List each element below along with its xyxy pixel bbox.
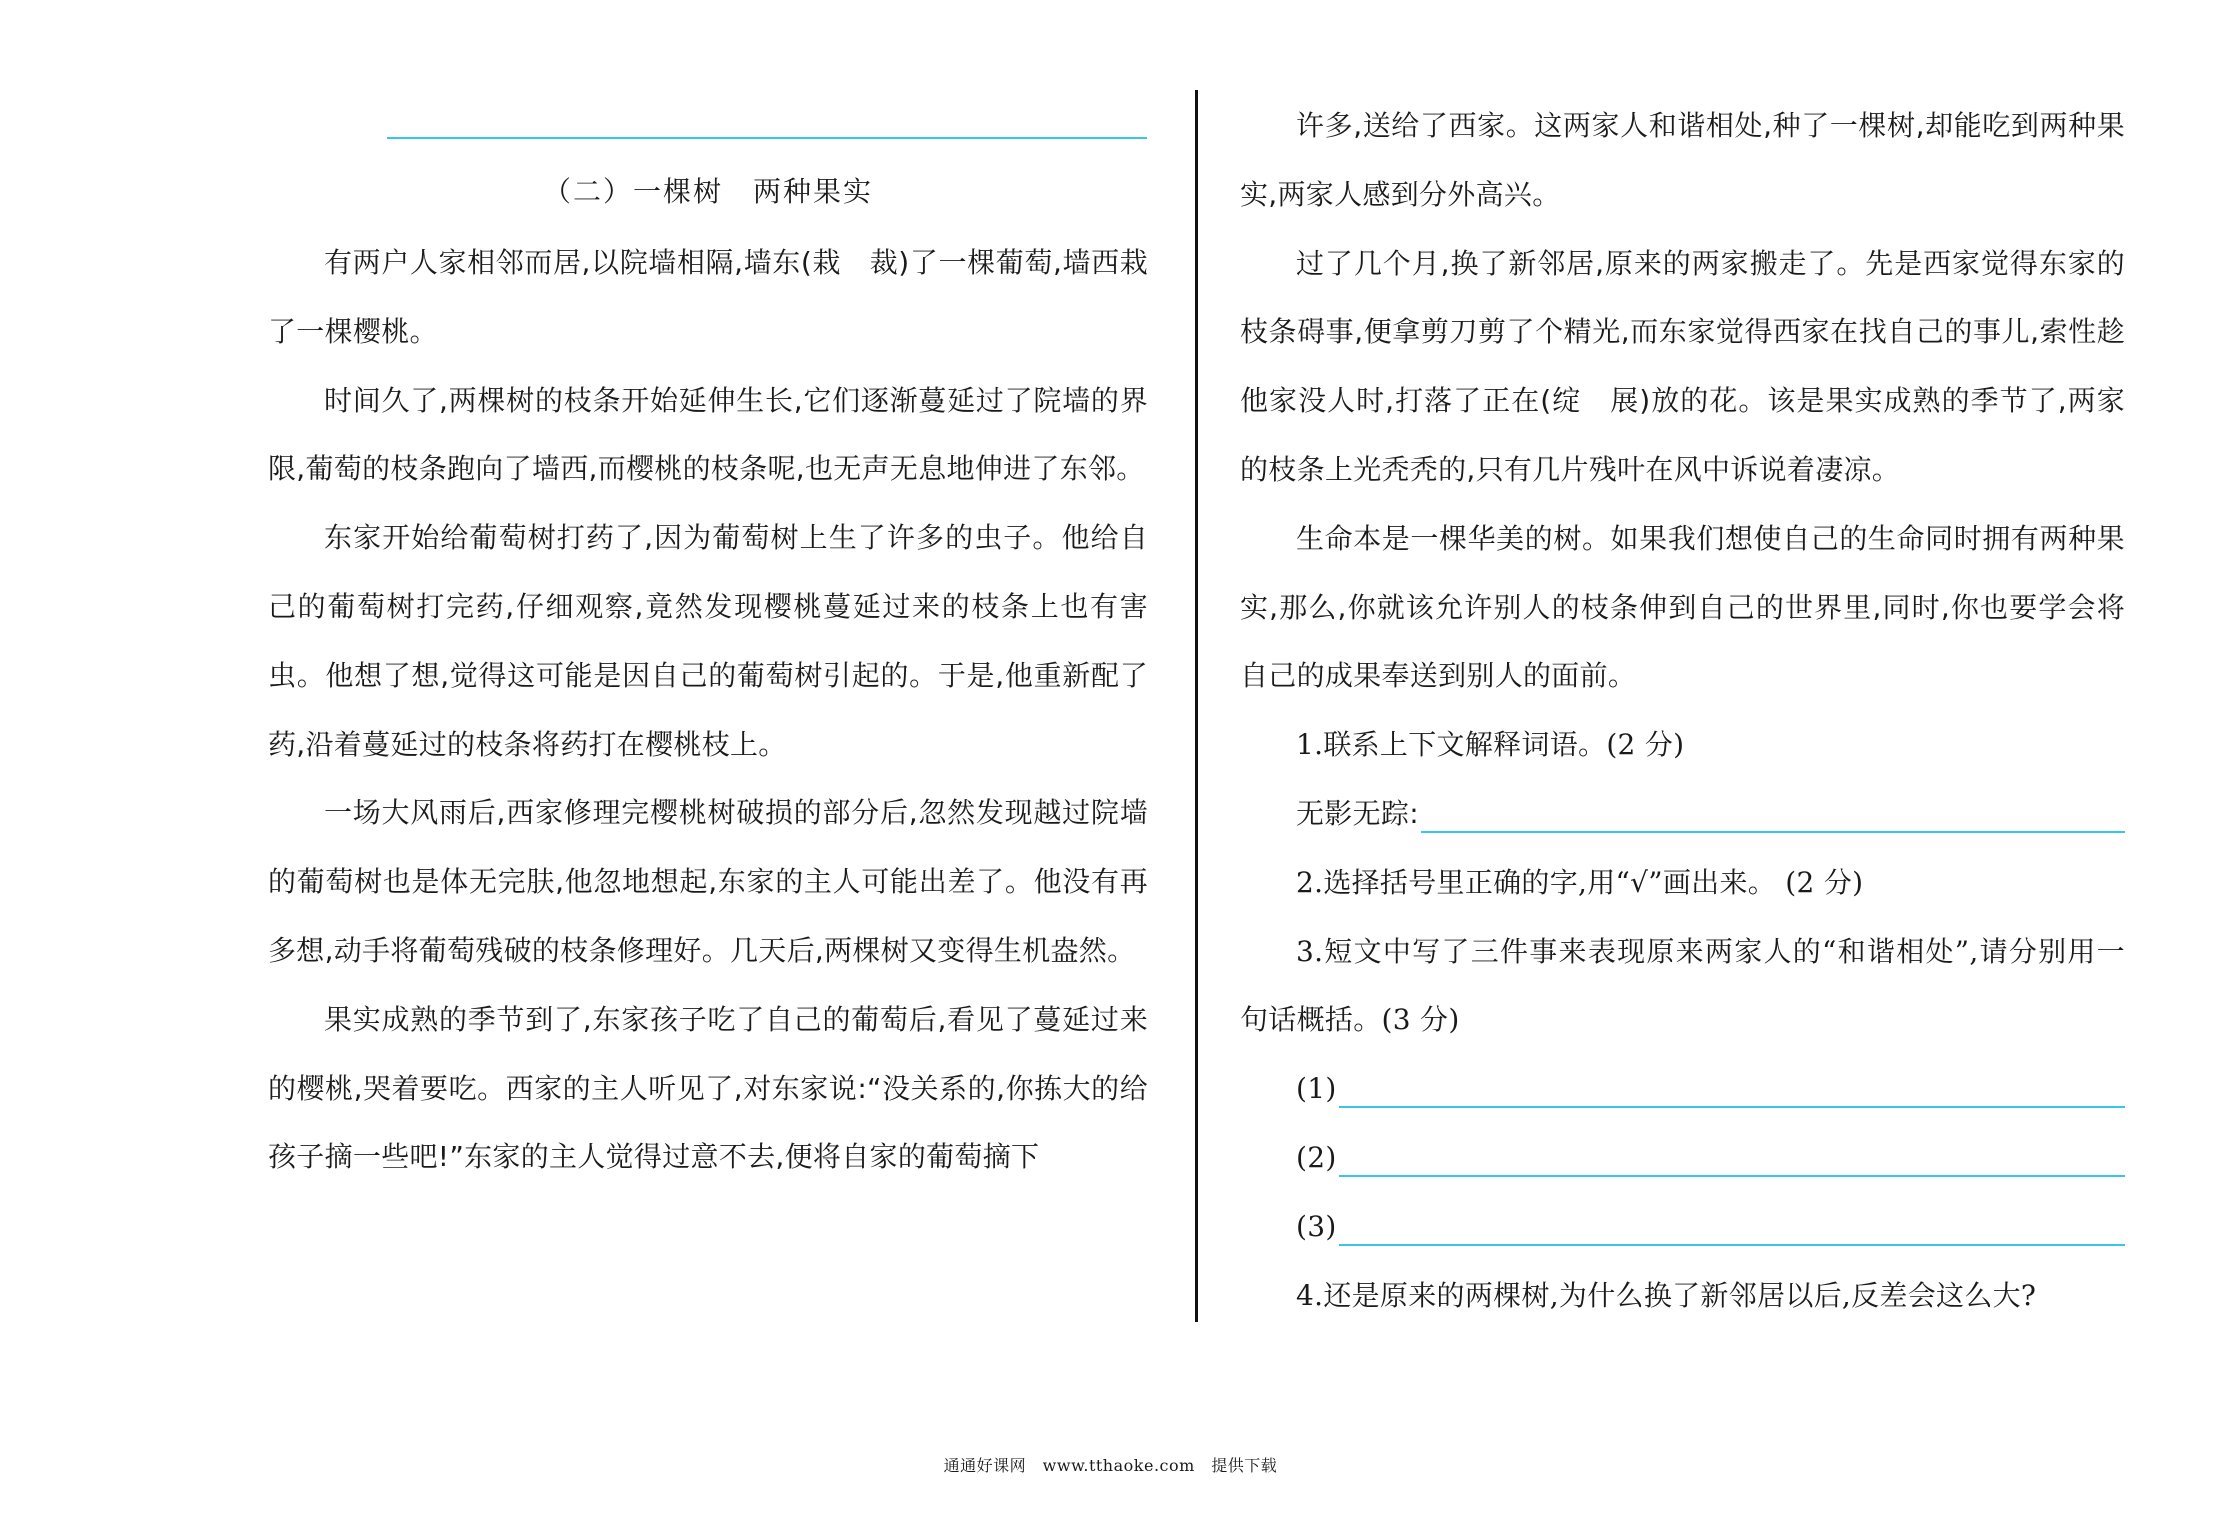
answer-line-1[interactable] <box>1421 829 2125 833</box>
paragraph: 时间久了,两棵树的枝条开始延伸生长,它们逐渐蔓延过了院墙的界限,葡萄的枝条跑向了墙西,而樱桃的枝条呢,也无声无息地伸进了东邻。 <box>268 383 1148 486</box>
column-divider <box>1195 90 1198 1322</box>
page-footer: 通通好课网 www.tthaoke.com 提供下载 <box>943 1456 1278 1475</box>
question-1-answer-row <box>1240 780 2125 849</box>
blank-label: (2) <box>1296 1140 1337 1174</box>
top-answer-rule <box>387 137 1147 139</box>
blank-label: (3) <box>1296 1209 1337 1243</box>
question-3-blank-1 <box>1240 1055 2125 1124</box>
question-3: 3.短文中写了三件事来表现原来两家人的“和谐相处”,请分别用一句话概括。(3 分) <box>1240 934 2125 1037</box>
paragraph: 许多,送给了西家。这两家人和谐相处,种了一棵树,却能吃到两种果实,两家人感到分外高兴。 <box>1240 109 2125 211</box>
passage-left <box>268 229 1148 1192</box>
paragraph: 一场大风雨后,西家修理完樱桃树破损的部分后,忽然发现越过院墙的葡萄树也是体无完肤,他忽地想起,东家的主人可能出差了。他没有再多想,动手将葡萄残破的枝条修理好。几天后,两棵树又变得生机盎然。 <box>268 796 1148 967</box>
passage-right <box>1240 92 2125 1330</box>
paragraph: 果实成熟的季节到了,东家孩子吃了自己的葡萄后,看见了蔓延过来的樱桃,哭着要吃。西家的主人听见了,对东家说:“没关系的,你拣大的给孩子摘一些吧!”东家的主人觉得过意不去,便将自家的葡萄摘下 <box>268 1002 1148 1174</box>
question-1-term: 无影无踪: <box>1296 796 1419 830</box>
answer-line-3-3[interactable] <box>1339 1242 2125 1246</box>
paragraph: 过了几个月,换了新邻居,原来的两家搬走了。先是西家觉得东家的枝条碍事,便拿剪刀剪了个精光,而东家觉得西家在找自己的事儿,索性趁他家没人时,打落了正在(绽 展)放的花。该是果实成熟的季节了,两家的枝条上光秃秃的,只有几片残叶在风中诉说着凄凉。 <box>1240 246 2125 486</box>
answer-line-3-2[interactable] <box>1339 1173 2125 1177</box>
paragraph: 生命本是一棵华美的树。如果我们想使自己的生命同时拥有两种果实,那么,你就该允许别人的枝条伸到自己的世界里,同时,你也要学会将自己的成果奉送到别人的面前。 <box>1240 521 2125 693</box>
question-3-blank-3 <box>1240 1193 2125 1262</box>
paragraph: 东家开始给葡萄树打药了,因为葡萄树上生了许多的虫子。他给自己的葡萄树打完药,仔细观察,竟然发现樱桃蔓延过来的枝条上也有害虫。他想了想,觉得这可能是因自己的葡萄树引起的。于是,他重新配了药,沿着蔓延过的枝条将药打在樱桃枝上。 <box>268 521 1148 761</box>
question-3-blank-2 <box>1240 1124 2125 1193</box>
paragraph: 有两户人家相邻而居,以院墙相隔,墙东(栽 裁)了一棵葡萄,墙西栽了一棵樱桃。 <box>268 246 1148 348</box>
question-4: 4.还是原来的两棵树,为什么换了新邻居以后,反差会这么大? <box>1296 1278 2037 1312</box>
question-2: 2.选择括号里正确的字,用“√”画出来。 (2 分) <box>1296 865 1864 899</box>
question-1: 1.联系上下文解释词语。(2 分) <box>1296 728 1685 762</box>
blank-label: (1) <box>1296 1072 1337 1106</box>
answer-line-3-1[interactable] <box>1339 1104 2125 1108</box>
section-title: （二）一棵树 两种果实 <box>542 175 873 208</box>
